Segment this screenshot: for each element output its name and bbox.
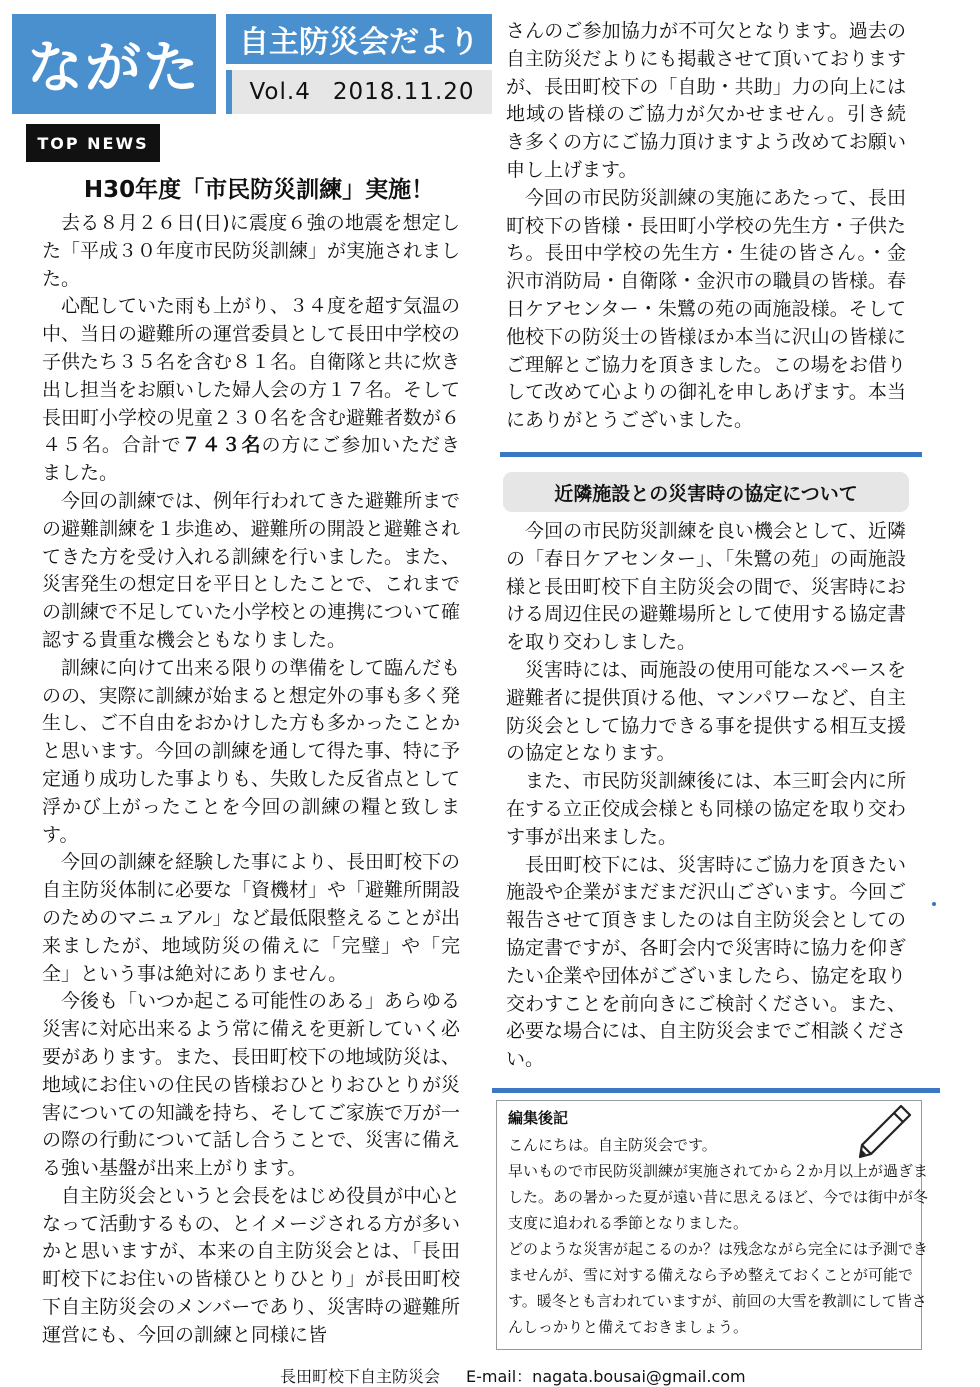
article-paragraph: 去る８月２６日(日)に震度６強の地震を想定した「平成３０年度市民防災訓練」が実施されました。	[42, 212, 461, 290]
article-paragraph: 自主防災会というと会長をはじめ役員が中心となって活動するもの、とイメージされる方が多いかと思いますが、本来の自主防災会とは、「長田町校下にお住いの皆様ひとりひとり」が長田町校下自主防災会のメンバーであり、災害時の避難所運営にも、今回の訓練と同様に皆	[42, 1184, 461, 1346]
article-paragraph: 訓練に向けて出来る限りの準備をして臨んだものの、実際に訓練が始まると想定外の事も多く発生し、ご不自由をおかけした方も多かったことかと思います。今回の訓練を通して得た事、特に予定通り成功した事よりも、失敗した反省点として浮かび上がったことを今回の訓練の糧と致します。	[42, 656, 461, 846]
editor-note-line: こんにちは。自主防災会です。	[508, 1136, 717, 1154]
article-paragraph: 今回の市民防災訓練を良い機会として、近隣の「春日ケアセンター」、「朱鷺の苑」の両施設様と長田町校下自主防災会の間で、災害時における周辺住民の避難場所として使用する協定書を取り交わしました。	[506, 520, 906, 654]
paragraph-text: 心配していた雨も上がり、３４度を超す気温の中、当日の避難所の運営委員として長田中学校の子供たち３５名を含む８１名。自衛隊と共に炊き出し担当をお願いした婦人会の方１７名。そして長田町小学校の児童２３０名を含む避難者数が６４５名。合計で	[42, 295, 461, 457]
editor-note-line: どのような災害が起こるのか？は残念ながら完全には予測できませんが、雪に対する備えなら予め整えておくことが可能です。暖冬とも言われていますが、前回の大雪を教訓にして皆さんしっかりと備えておきましょう。	[508, 1240, 929, 1336]
page-headline: H30年度「市民防災訓練」実施！	[83, 177, 435, 203]
decorative-dot	[932, 902, 936, 906]
section-divider	[492, 1088, 940, 1093]
editor-note-line: 早いもので市民防災訓練が実施されてから２か月以上が過ぎました。あの暑かった夏が遠い昔に思えるほど、今では街中が冬支度に追われる季節となりました。	[508, 1162, 929, 1232]
article-paragraph: 今回の市民防災訓練の実施にあたって、長田町校下の皆様・長田町小学校の先生方・子供たち。長田中学校の先生方・生徒の皆さん。・金沢市消防局・自衛隊・金沢市の職員の皆様。春日ケアセンター・朱鷺の苑の両施設様。そして他校下の防災士の皆様ほか本当に沢山の皆様にご理解とご協力を頂きました。この場をお借りして改めて心よりの御礼を申しあげます。本当にありがとうございました。	[506, 186, 906, 432]
newsletter-title: 自主防災会だより	[226, 14, 492, 64]
article-paragraph: 今回の訓練では、例年行われてきた避難所までの避難訓練を１歩進め、避難所の開設と避難されてきた方を受け入れる訓練を行いました。また、災害発生の想定日を平日としたことで、これまでの訓練で不足していた小学校との連携について確認する貴重な機会ともなりました。	[42, 489, 461, 651]
volume-label: Vol.4	[249, 79, 311, 105]
article-paragraph: 今後も「いつか起こる可能性のある」あらゆる災害に対応出来るよう常に備えを更新していく必要があります。また、長田町校下の地域防災は、地域にお住いの住民の皆様おひとりおひとりが災害についての知識を持ち、そしてご家族で万が一の際の行動について話し合うことで、災害に備える強い基盤が出来上がります。	[42, 990, 461, 1180]
section-heading: 近隣施設との災害時の協定について	[503, 472, 909, 512]
article-paragraph	[42, 293, 460, 488]
paragraph-text: の方にご参加いただきました。	[42, 434, 460, 485]
left-column	[42, 210, 460, 1350]
editor-note-body	[508, 1132, 928, 1340]
right-column-continued	[506, 18, 906, 435]
footer	[280, 1364, 900, 1387]
article-paragraph: 長田町校下には、災害時にご協力を頂きたい施設や企業がまだまだ沢山ございます。今回ご報告させて頂きましたのは自主防災会としての協定書ですが、各町会内で災害時に協力を仰ぎたい企業や団体がございましたら、協定を取り交わすことを前向きにご検討ください。また、必要な場合には、自主防災会までご相談ください。	[506, 853, 906, 1071]
article-paragraph: また、市民防災訓練後には、本三町会内に所在する立正佼成会様とも同様の協定を取り交わす事が出来ました。	[506, 770, 906, 848]
section-divider	[500, 452, 922, 457]
top-news-tag: TOP NEWS	[26, 124, 160, 162]
attendance-total: ７４３名	[181, 434, 262, 457]
pencil-icon	[852, 1100, 922, 1160]
article-paragraph: さんのご参加協力が不可欠となります。過去の自主防災だよりにも掲載させて頂いておりますが、長田町校下の「自助・共助」力の向上には地域の皆様のご協力が欠かせません。引き続き多くの方にご協力頂けますよう改めてお願い申し上げます。	[506, 20, 906, 181]
section-body	[506, 518, 906, 1074]
newsletter-logo: ながた	[12, 14, 216, 114]
article-paragraph: 災害時には、両施設の使用可能なスペースを避難者に提供頂ける他、マンパワーなど、自主防災会として協力できる事を提供する相互支援の協定となります。	[506, 658, 906, 765]
editor-note-title: 編集後記	[508, 1109, 569, 1127]
footer-org: 長田町校下自主防災会	[280, 1367, 441, 1386]
issue-date: 2018.11.20	[332, 79, 475, 105]
article-paragraph: 今回の訓練を経験した事により、長田町校下の自主防災体制に必要な「資機材」や「避難所開設のためのマニュアル」など最低限整えることが出来ましたが、地域防災の備えに「完璧」や「完全」という事は絶対にありません。	[42, 851, 461, 985]
footer-email: E-mail：nagata.bousai@gmail.com	[466, 1367, 746, 1386]
issue-info	[226, 70, 492, 114]
